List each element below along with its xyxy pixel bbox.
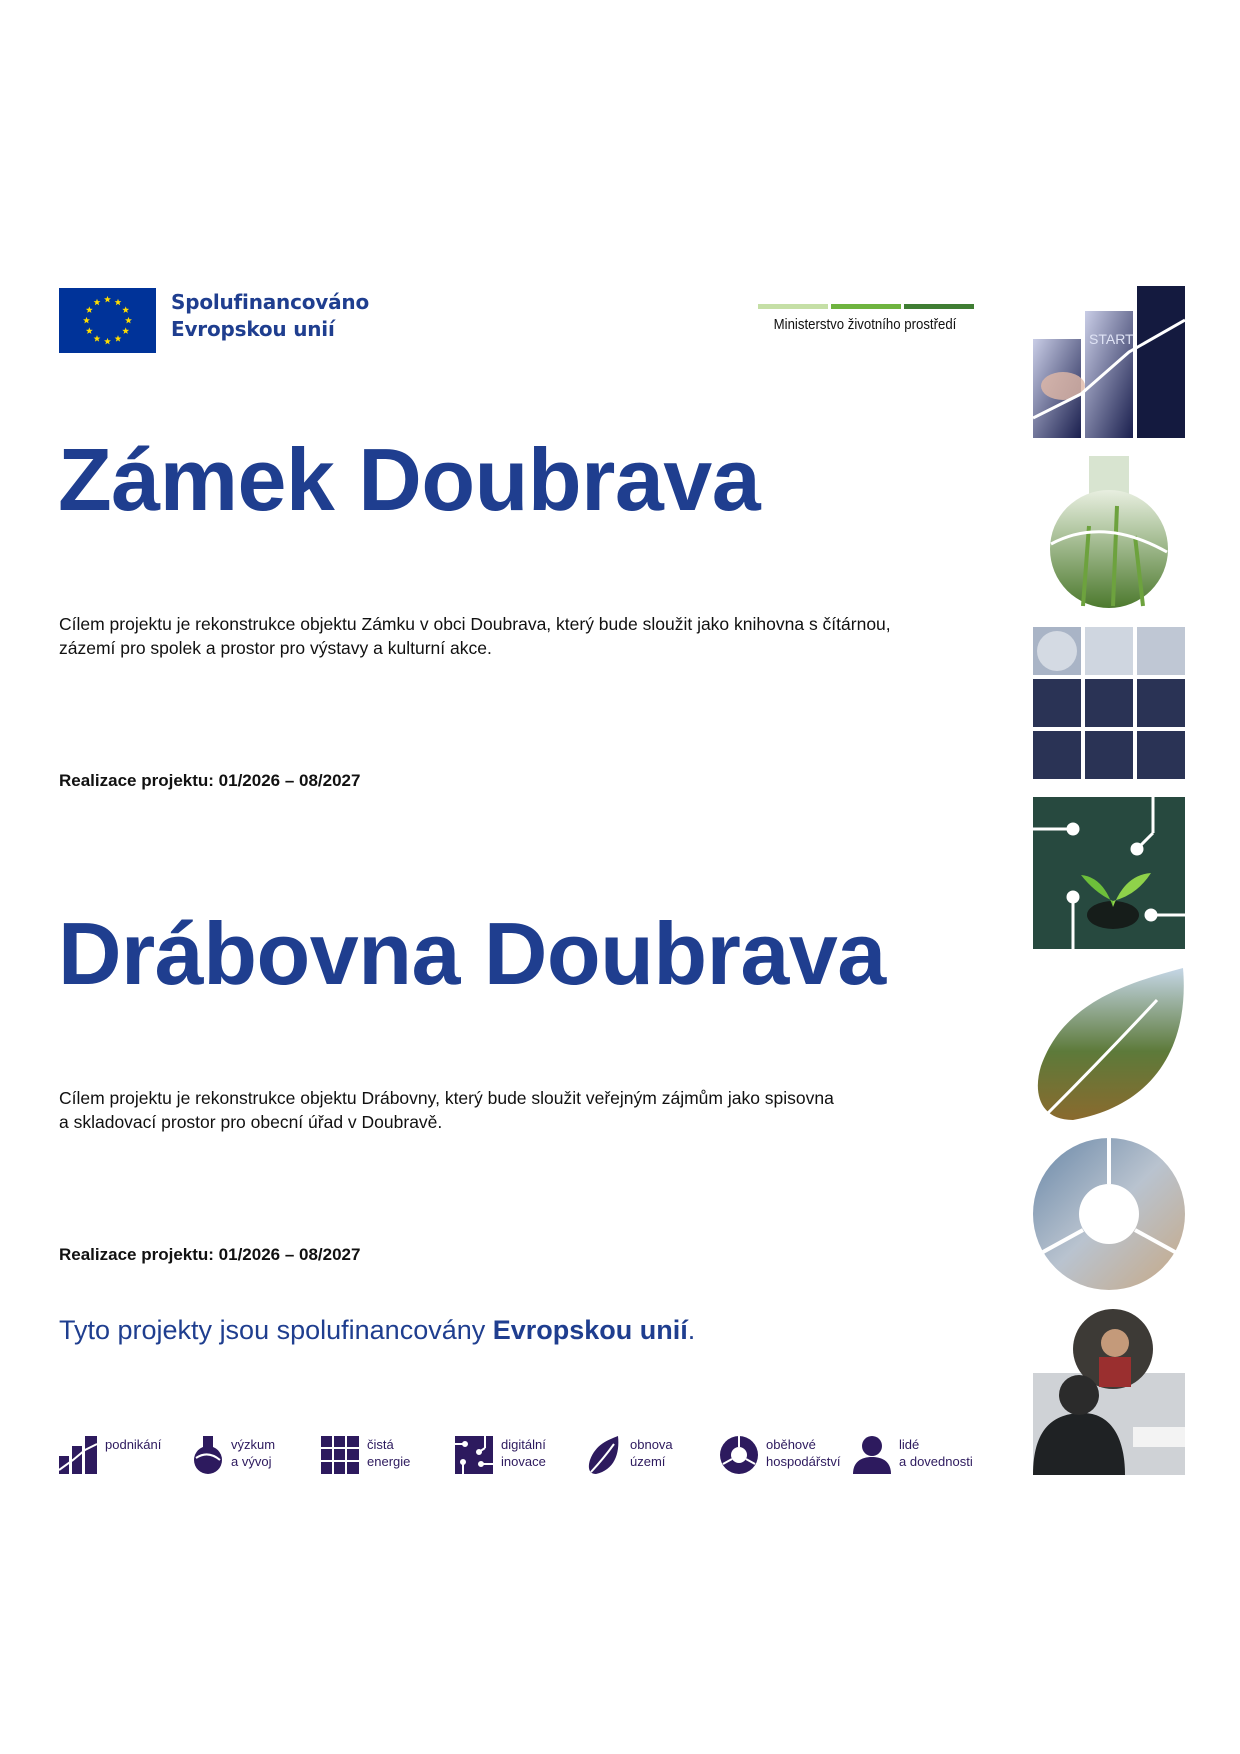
project-description-line: Cílem projektu je rekonstrukce objektu Drábovny, který bude sloužit veřejným zájmům jako spisovna xyxy=(59,1088,834,1108)
project-period: Realizace projektu: 01/2026 – 08/2027 xyxy=(59,771,361,790)
cofinancing-statement xyxy=(59,1315,695,1346)
business-chart-icon xyxy=(59,1436,97,1474)
theme-label: lidé a dovednosti xyxy=(899,1437,973,1469)
recycling-circle-photo xyxy=(1033,1138,1185,1290)
project-title: Zámek Doubrava xyxy=(58,430,761,529)
project-title: Drábovna Doubrava xyxy=(58,904,886,1003)
project-period: Realizace projektu: 01/2026 – 08/2027 xyxy=(59,1245,361,1264)
person-icon xyxy=(853,1436,891,1474)
circuit-seedling-photo xyxy=(1033,797,1185,949)
project-description xyxy=(59,1086,959,1134)
theme-label: podnikání xyxy=(105,1437,162,1452)
eu-cofinanced-label xyxy=(171,289,369,343)
ministry-name: Ministerstvo životního prostředí xyxy=(773,316,957,333)
cofinancing-eu: Evropskou unií xyxy=(492,1315,688,1345)
eu-label-line2: Evropskou unií xyxy=(171,317,335,341)
solar-panels-photo xyxy=(1033,627,1185,779)
cofinancing-text: Tyto projekty jsou spolufinancovány xyxy=(59,1315,493,1345)
flask-plant-photo xyxy=(1033,456,1185,608)
solar-grid-icon xyxy=(321,1436,359,1474)
theme-label: čistá energie xyxy=(367,1437,411,1469)
start-chart-photo xyxy=(1033,286,1185,438)
circuit-icon xyxy=(455,1436,493,1474)
project-description xyxy=(59,612,959,660)
leaf-icon xyxy=(588,1436,620,1474)
svg-text:START: START xyxy=(1089,331,1134,347)
circular-arrows-icon xyxy=(720,1436,758,1474)
project-description-line: a skladovací prostor pro obecní úřad v Doubravě. xyxy=(59,1112,443,1132)
eu-flag-icon xyxy=(59,288,156,353)
project-description-line: Cílem projektu je rekonstrukce objektu Zámku v obci Doubrava, který bude sloužit jako knihovna s čítárnou, xyxy=(59,614,891,634)
people-meeting-photo xyxy=(1033,1309,1185,1475)
theme-label: obnova území xyxy=(630,1437,673,1469)
theme-label: oběhové hospodářství xyxy=(766,1437,841,1469)
cofinancing-end: . xyxy=(687,1315,696,1345)
flask-icon xyxy=(193,1436,223,1474)
leaf-landscape-photo xyxy=(1033,968,1185,1120)
theme-label: digitální inovace xyxy=(501,1437,546,1469)
theme-label: výzkum a vývoj xyxy=(231,1437,276,1469)
eu-label-line1: Spolufinancováno xyxy=(171,290,369,314)
project-description-line: zázemí pro spolek a prostor pro výstavy a kulturní akce. xyxy=(59,638,492,658)
ministry-logo-bars xyxy=(758,304,974,309)
